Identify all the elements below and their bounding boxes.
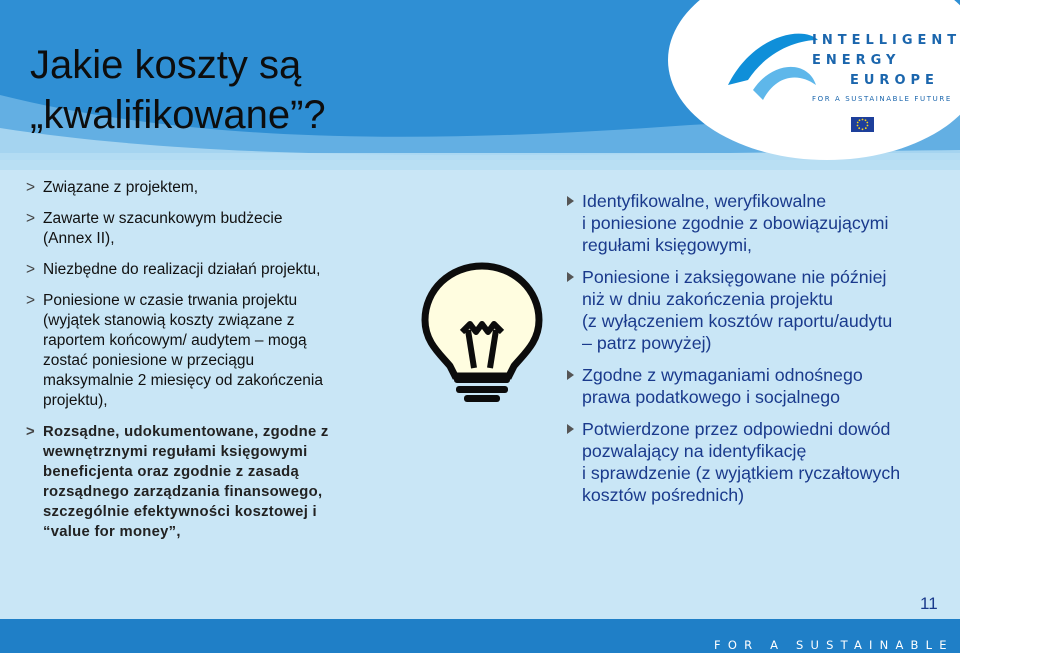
list-item-text: rozsądnego zarządzania finansowego, — [43, 484, 323, 500]
list-item-text: Identyfikowalne, weryfikowalne — [582, 191, 827, 211]
qualifying-criteria-list — [26, 178, 398, 553]
list-item-text: i poniesione zgodnie z obowiązującymi — [582, 213, 889, 233]
list-item-text: – patrz powyżej) — [582, 333, 712, 353]
logo-swoosh-icon — [728, 30, 818, 110]
slide-title: Jakie koszty są „kwalifikowane”? — [30, 43, 326, 137]
list-item-text: Niezbędne do realizacji działań projektu, — [43, 261, 321, 278]
list-item-text: maksymalnie 2 miesięcy od zakończenia — [43, 372, 323, 389]
list-item-text: Zgodne z wymaganiami odnośnego — [582, 365, 863, 385]
logo-line-europe: EUROPE — [850, 73, 939, 88]
criteria-item — [26, 260, 398, 280]
list-item-text: prawa podatkowego i socjalnego — [582, 387, 841, 407]
list-item-text: Rozsądne, udokumentowane, zgodne z — [43, 424, 329, 440]
list-item-text: projektu), — [43, 392, 108, 409]
list-item-text: Związane z projektem, — [43, 179, 199, 196]
condition-item — [567, 418, 952, 506]
triangle-right-icon — [567, 272, 574, 282]
logo-line-energy: ENERGY — [812, 53, 901, 68]
eu-stars-icon — [851, 117, 874, 132]
condition-item — [567, 190, 952, 256]
logo-tagline: FOR A SUSTAINABLE FUTURE — [812, 95, 952, 103]
criteria-item — [26, 422, 398, 542]
list-item-text: (Annex II), — [43, 230, 115, 247]
list-item-text: Poniesione w czasie trwania projektu — [43, 292, 298, 309]
list-item-text: i sprawdzenie (z wyjątkiem ryczałtowych — [582, 463, 901, 483]
list-item-text: zostać poniesione w przeciągu — [43, 352, 255, 369]
eu-flag-icon — [851, 117, 874, 132]
list-item-text: (wyjątek stanowią koszty związane z — [43, 312, 295, 329]
triangle-right-icon — [567, 370, 574, 380]
list-item-text: szczególnie efektywności kosztowej i — [43, 504, 317, 520]
logo-line-intelligent: INTELLIGENT — [812, 33, 962, 48]
list-item-text: Zawarte w szacunkowym budżecie — [43, 210, 283, 227]
greater-than-marker: > — [26, 292, 36, 309]
eligibility-conditions-list — [567, 190, 952, 516]
list-item-text: kosztów pośrednich) — [582, 485, 745, 505]
list-item-text: Potwierdzone przez odpowiedni dowód — [582, 419, 891, 439]
greater-than-marker: > — [26, 210, 36, 227]
page-number: 11 — [920, 594, 938, 613]
greater-than-marker: > — [26, 261, 36, 278]
list-item-text: “value for money”, — [43, 524, 181, 540]
footer-tagline: FOR A SUSTAINABLE FUTURE — [714, 638, 1053, 652]
list-item-text: raportem końcowym/ audytem – mogą — [43, 332, 307, 349]
criteria-item — [26, 178, 398, 198]
triangle-right-icon — [567, 196, 574, 206]
list-item-text: niż w dniu zakończenia projektu — [582, 289, 834, 309]
criteria-item — [26, 209, 398, 249]
list-item-text: wewnętrznymi regułami księgowymi — [43, 444, 308, 460]
list-item-text: pozwalający na identyfikację — [582, 441, 807, 461]
list-item-text: regułami księgowymi, — [582, 235, 752, 255]
list-item-text: beneficjenta oraz zgodnie z zasadą — [43, 464, 300, 480]
list-item-text: (z wyłączeniem kosztów raportu/audytu — [582, 311, 893, 331]
condition-item — [567, 364, 952, 408]
criteria-item — [26, 291, 398, 411]
greater-than-marker: > — [26, 179, 36, 196]
condition-item — [567, 266, 952, 354]
greater-than-marker: > — [26, 424, 35, 440]
triangle-right-icon — [567, 424, 574, 434]
list-item-text: Poniesione i zaksięgowane nie później — [582, 267, 887, 287]
lightbulb-icon — [420, 262, 544, 404]
